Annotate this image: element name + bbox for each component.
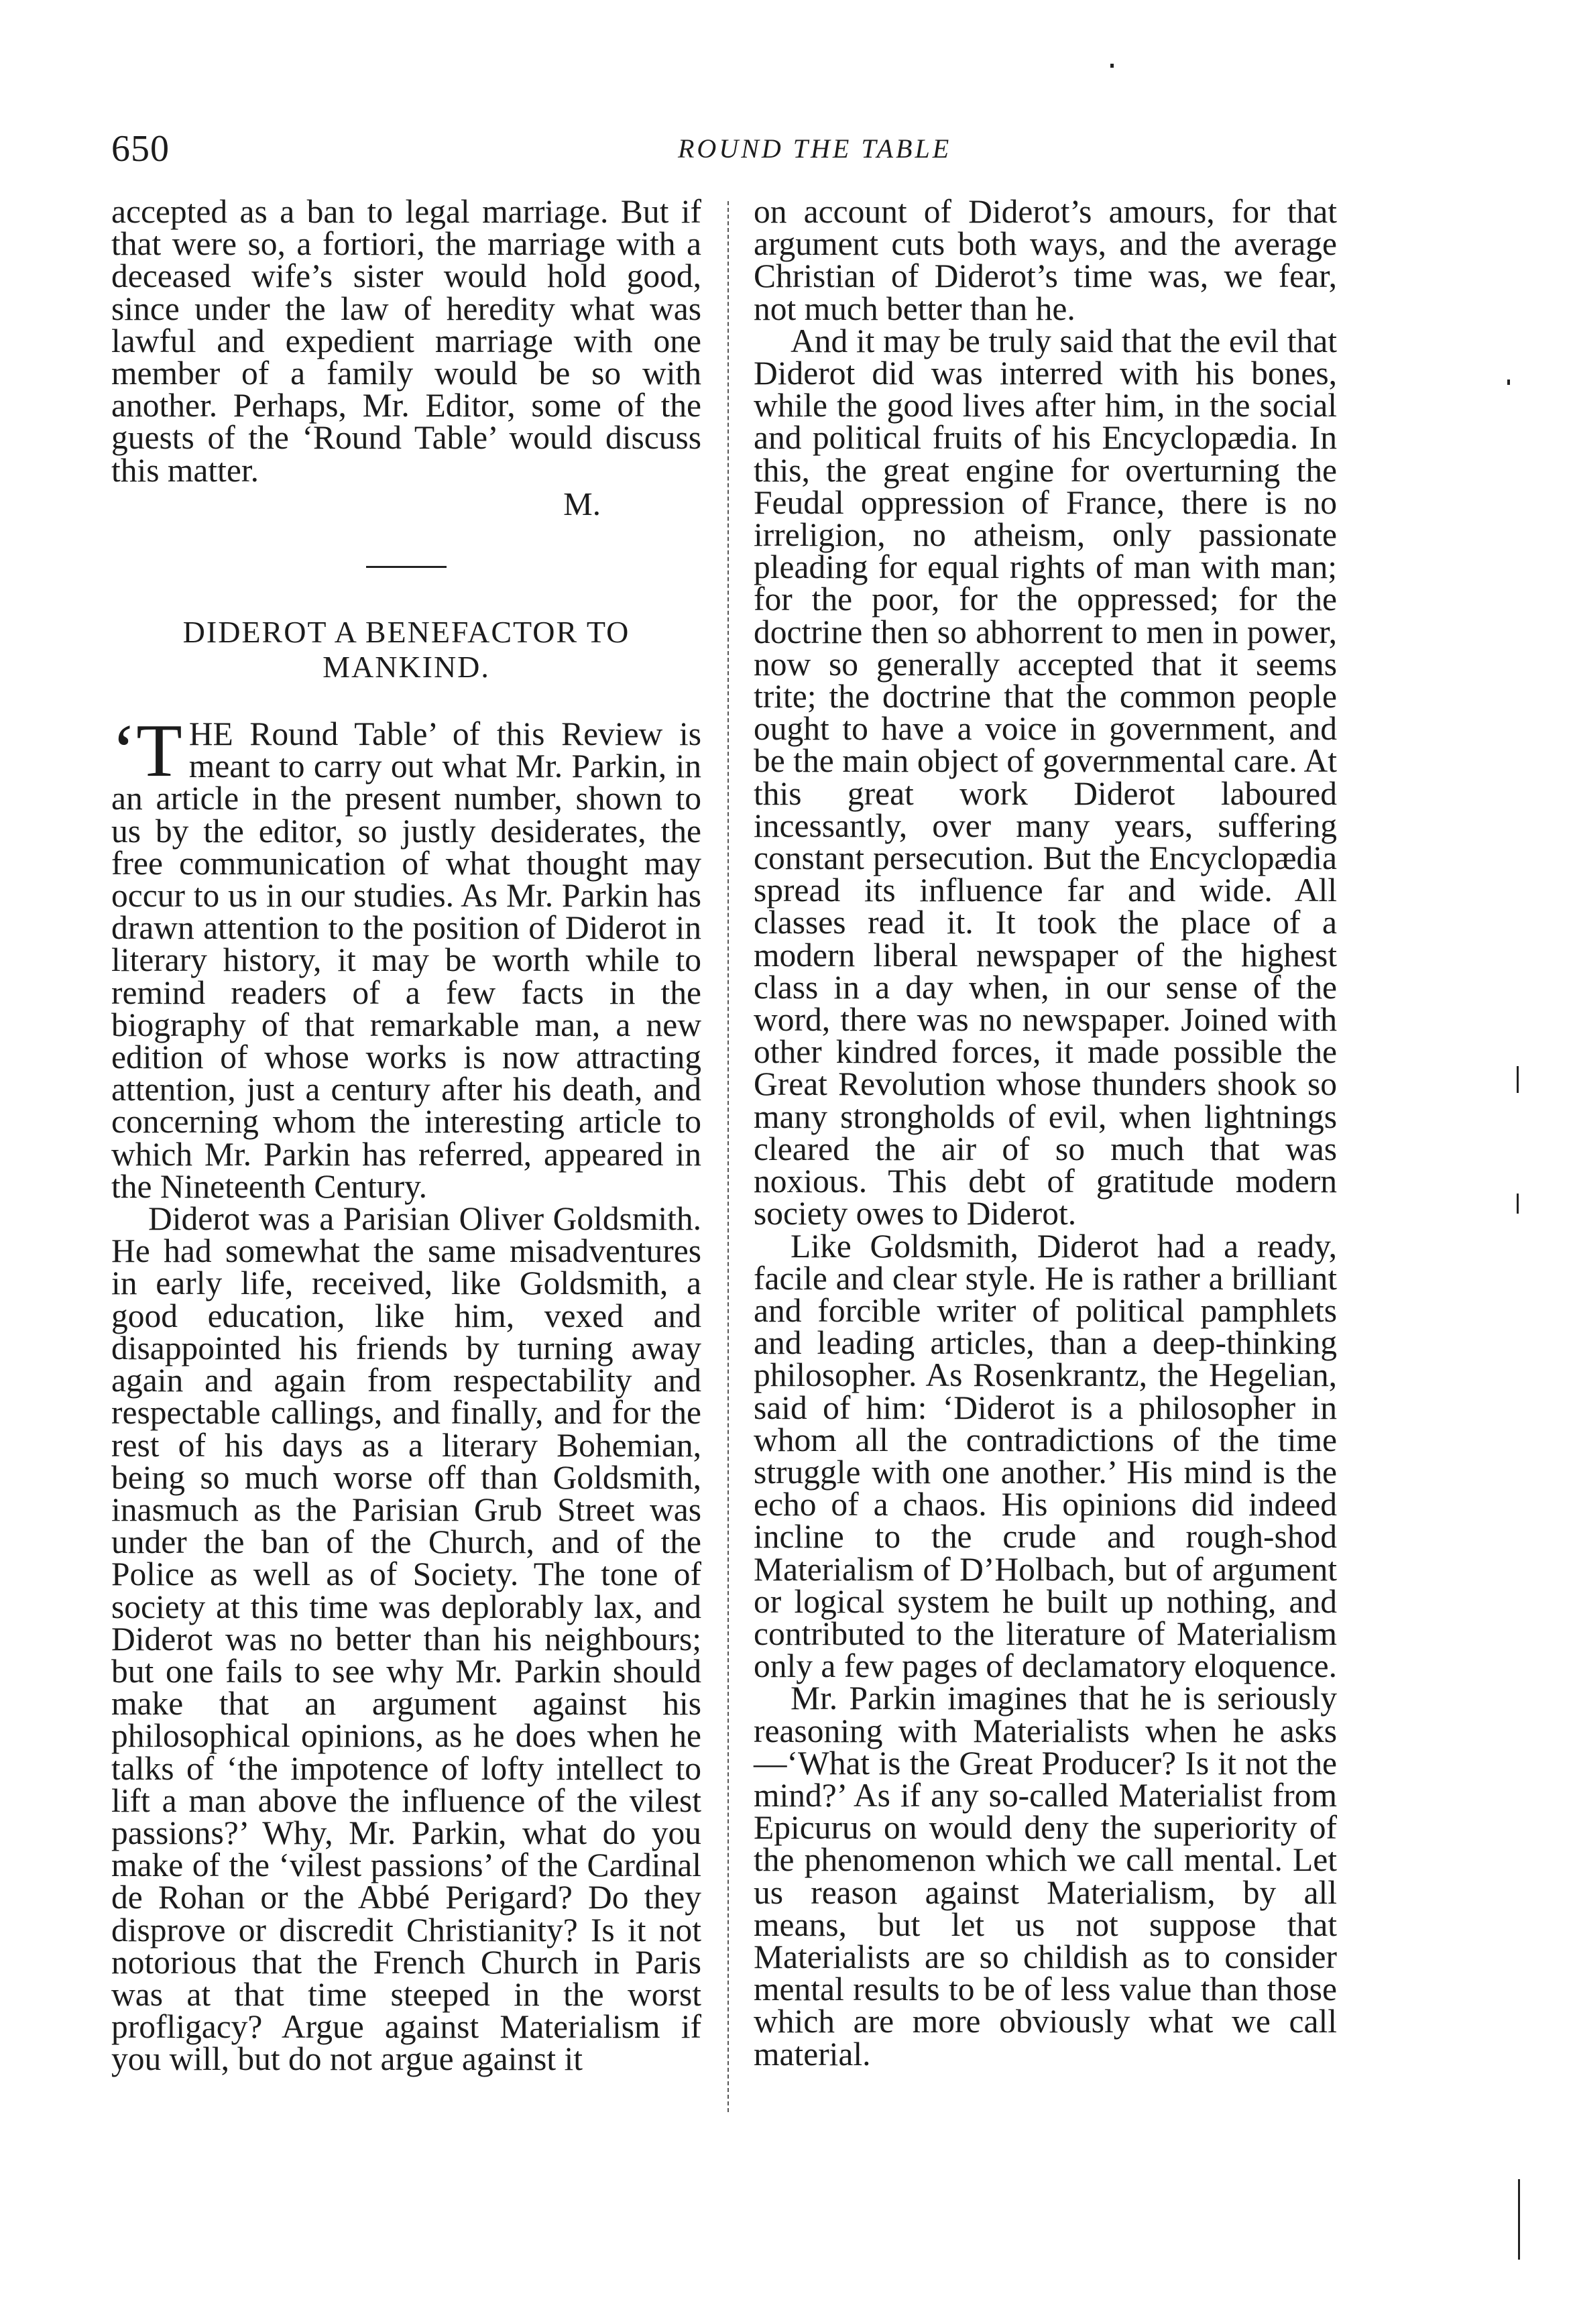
article-paragraph-3: And it may be truly said that the evil that Diderot did was interred with his bones, while the good lives after him, in the social and political fruits of his Encyclopædia. In this, the great engine for overturning the Feudal oppression of France, there is no irreligion, no atheism, only passionate pleading for equal rights of man with man; for the poor, for the oppressed; for the doctrine then so abhorrent to men in power, now so generally accepted that it seems trite; the doctrine that the common people ought to have a voice in government, and be the main object of governmental care. At this great work Diderot laboured incessantly, over many years, suffering constant persecution. But the Encyclopædia spread its influence far and wide. All classes read it. It took the place of a modern liberal newspaper of the highest class in a day when, in our sense of the word, there was no newspaper. Joined with other kindred forces, it made possible the Great Revolution whose thunders shook so many strongholds of evil, when lightnings cleared the air of so much that was noxious. This debt of gratitude modern society owes to Diderot. bbox=[754, 322, 1337, 1232]
article-title-line-2: MANKIND. bbox=[323, 650, 490, 685]
print-speck bbox=[1517, 1194, 1519, 1214]
right-column bbox=[754, 193, 1337, 2073]
article-paragraph-1-text: HE Round Table’ of this Review is meant to carry out what Mr. Parkin, in an article in the present number, shown to us by the editor, so justly desiderates, the free communication of what thought may occur to us in our studies. As Mr. Parkin has drawn attention to the position of Diderot in literary history, it may be worth while to remind readers of a few facts in the biography of that remarkable man, a new edition of whose works is now attracting attention, just a century after his death, and concerning whom the interesting article to which Mr. Parkin has referred, appeared in the Nineteenth Century. bbox=[111, 715, 701, 1205]
article-paragraph-1 bbox=[111, 709, 701, 1205]
print-speck bbox=[1507, 380, 1510, 385]
drop-cap bbox=[111, 709, 182, 793]
article-paragraph-5: Mr. Parkin imagines that he is seriously reasoning with Materialists when he asks—‘What is the Great Producer? Is it not the mind?’ As if any so-called Materialist from Epicurus on would deny the superiority of the phenomenon which we call mental. Let us reason against Materialism, by all means, but let us not suppose that Materialists are so childish as to consider mental results to be of less value than those which are more obviously what we call material. bbox=[754, 1680, 1337, 2073]
print-speck bbox=[1517, 1066, 1519, 1093]
article-title-line-1: DIDEROT A BENEFACTOR TO bbox=[182, 615, 630, 650]
article-title bbox=[111, 615, 701, 685]
running-title: ROUND THE TABLE bbox=[678, 133, 952, 164]
article-paragraph-2: Diderot was a Parisian Oliver Goldsmith. He had somewhat the same misadventures in early life, received, like Goldsmith, a good education, like him, vexed and disappointed his friends by turning away again and again from respectability and respectable callings, and finally, and for the rest of his days as a literary Bohemian, being so much worse off than Goldsmith, inasmuch as the Parisian Grub Street was under the ban of the Church, and of the Police as well as of Society. The tone of society at this time was deplorably lax, and Diderot was no better than his neighbours; but one fails to see why Mr. Parkin should make that an argument against his philosophical opinions, as he does when he talks of ‘the impotence of lofty intellect to lift a man above the influence of the vilest passions?’ Why, Mr. Parkin, what do you make of the ‘vilest passions’ of the Cardinal de Rohan or the Abbé Perigard? Do they disprove or discredit Christianity? Is it not notorious that the French Church in Paris was at that time steeped in the worst profligacy? Argue against Materialism if you will, but do not argue against it bbox=[111, 1200, 701, 2078]
print-speck bbox=[1518, 2179, 1520, 2260]
letter-signature: M. bbox=[563, 485, 601, 522]
column-divider bbox=[727, 201, 729, 2112]
print-speck bbox=[1110, 64, 1114, 68]
running-head bbox=[111, 127, 1338, 174]
drop-cap-open-quote: ‘ bbox=[111, 709, 137, 793]
closing-letter-paragraph: accepted as a ban to legal marriage. But if that were so, a fortiori, the marriage with a deceased wife’s sister would hold good, since under the law of heredity what was lawful and expedient marriage with one member of a family would be so with another. Perhaps, Mr. Editor, some of the guests of the ‘Round Table’ would discuss this matter. bbox=[111, 193, 701, 489]
page-number: 650 bbox=[111, 128, 170, 170]
article-paragraph-4: Like Goldsmith, Diderot had a ready, facile and clear style. He is rather a brilliant and forcible writer of political pamphlets and leading articles, than a deep-thinking philosopher. As Rosenkrantz, the Hegelian, said of him: ‘Diderot is a philosopher in whom all the contradictions of the time struggle with one another.’ His mind is the echo of a chaos. His opinions did indeed incline to the crude and rough-shod Materialism of D’Holbach, but of argument or logical system he built up nothing, and contributed to the literature of Materialism only a few pages of declamatory eloquence. bbox=[754, 1227, 1337, 1685]
drop-cap-letter: T bbox=[136, 709, 182, 793]
left-column bbox=[111, 193, 701, 2078]
article-paragraph-2-continued: on account of Diderot’s amours, for that argument cuts both ways, and the average Christian of Diderot’s time was, we fear, not much better than he. bbox=[754, 193, 1337, 327]
section-separator-rule bbox=[366, 566, 447, 568]
